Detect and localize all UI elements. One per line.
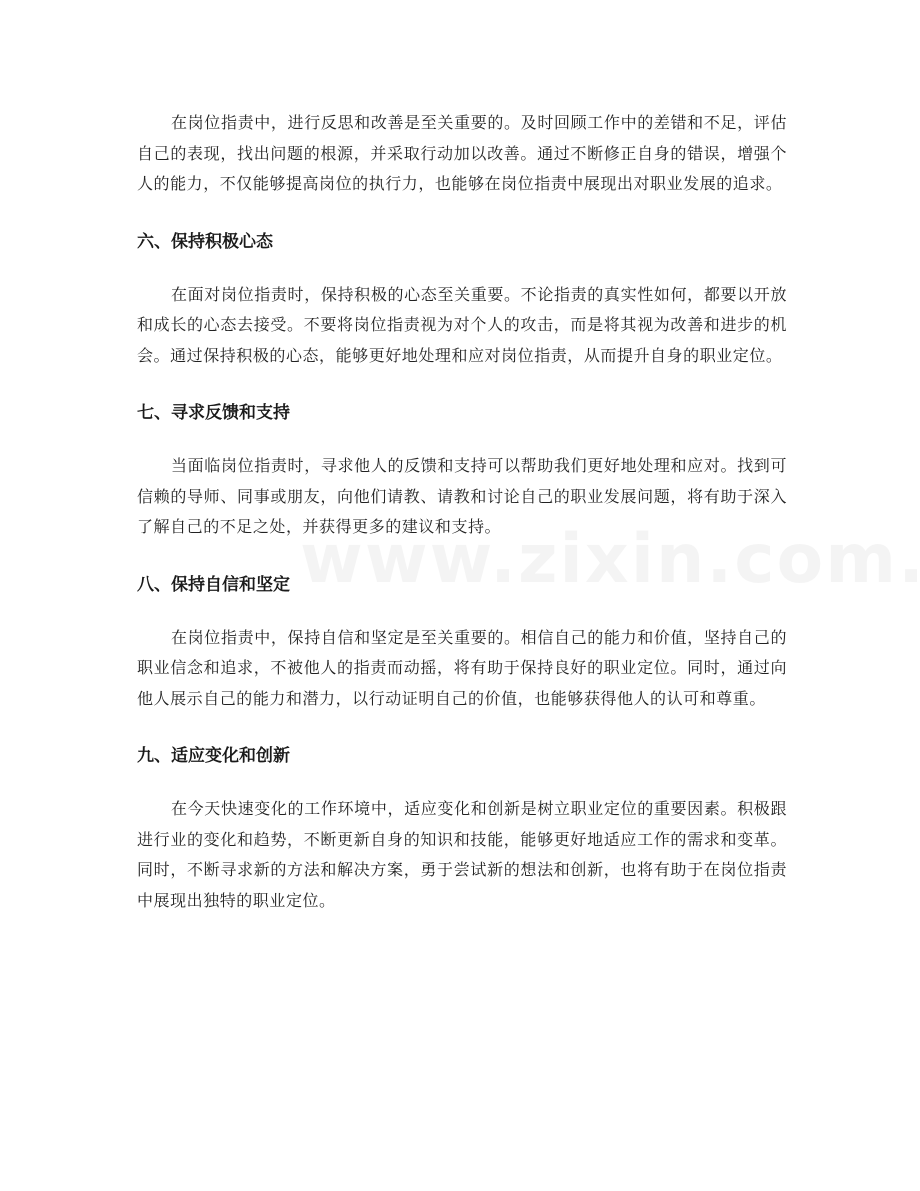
heading-section-7: 七、寻求反馈和支持 bbox=[137, 403, 290, 423]
paragraph-section-8: 在岗位指责中，保持自信和坚定是至关重要的。相信自己的能力和价值，坚持自己的职业信念和追求，不被他人的指责而动摇，将有助于保持良好的职业定位。同时，通过向他人展示自己的能力和潜力，以行动证明自己的价值，也能够获得他人的认可和尊重。 bbox=[137, 627, 787, 708]
paragraph-section-6: 在面对岗位指责时，保持积极的心态至关重要。不论指责的真实性如何，都要以开放和成长的心态去接受。不要将岗位指责视为对个人的攻击，而是将其视为改善和进步的机会。通过保持积极的心态，能够更好地处理和应对岗位指责，从而提升自身的职业定位。 bbox=[137, 284, 787, 365]
paragraph-reflection: 在岗位指责中，进行反思和改善是至关重要的。及时回顾工作中的差错和不足，评估自己的表现，找出问题的根源，并采取行动加以改善。通过不断修正自身的错误，增强个人的能力，不仅能够提高岗位的执行力，也能够在岗位指责中展现出对职业发展的追求。 bbox=[137, 113, 787, 193]
paragraph-section-9: 在今天快速变化的工作环境中，适应变化和创新是树立职业定位的重要因素。积极跟进行业的变化和趋势，不断更新自身的知识和技能，能够更好地适应工作的需求和变革。同时，不断寻求新的方法和解决方案，勇于尝试新的想法和创新，也将有助于在岗位指责中展现出独特的职业定位。 bbox=[137, 799, 787, 910]
heading-section-9: 九、适应变化和创新 bbox=[137, 746, 290, 766]
heading-section-6: 六、保持积极心态 bbox=[137, 231, 273, 252]
heading-section-8: 八、保持自信和坚定 bbox=[137, 574, 290, 595]
paragraph-section-7: 当面临岗位指责时，寻求他人的反馈和支持可以帮助我们更好地处理和应对。找到可信赖的导师、同事或朋友，向他们请教、请教和讨论自己的职业发展问题，将有助于深入了解自己的不足之处，并获得更多的建议和支持。 bbox=[137, 456, 787, 536]
document-body bbox=[137, 108, 787, 916]
